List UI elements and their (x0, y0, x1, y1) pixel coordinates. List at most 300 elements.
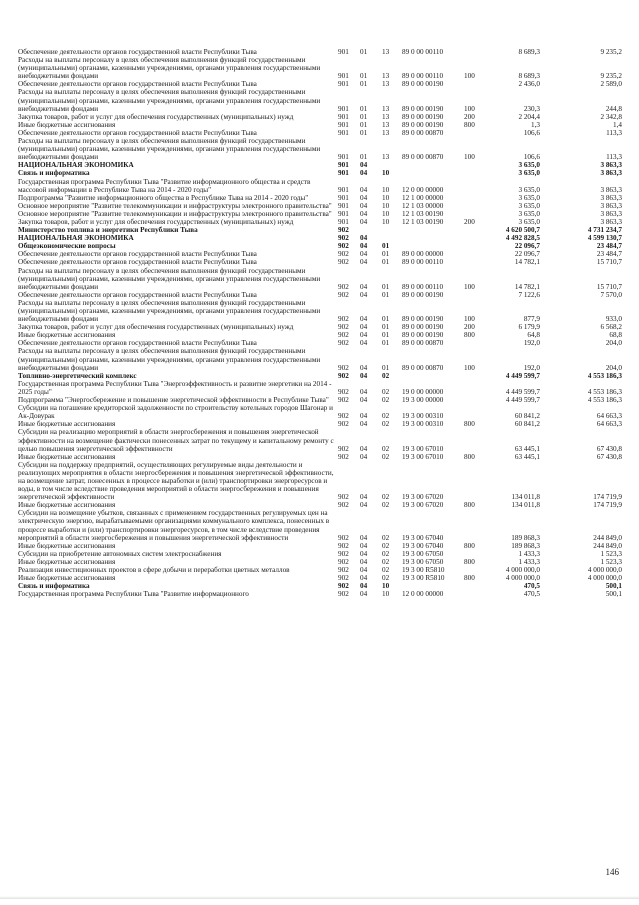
row-pr-cell: 02 (382, 387, 390, 396)
row-year2-amount-cell: 4 000 000,0 (587, 574, 622, 583)
table-row (18, 428, 624, 452)
row-name-cell: Топливно-энергетический комплекс (18, 371, 137, 380)
row-vr-cell: 800 (464, 574, 475, 583)
row-grbs-cell: 901 (338, 153, 349, 162)
row-pr-cell: 02 (382, 493, 390, 502)
row-name-cell: Расходы на выплаты персоналу в целях обеспечения выполнения функций государственными (муниципальными) органами, казенными учреждениями, органами управления государственными внебюджетными фондами (18, 347, 321, 372)
table-row (18, 129, 624, 137)
row-year1-amount-cell: 3 635,0 (518, 201, 540, 210)
row-year1-amount-cell: 60 841,2 (514, 412, 540, 421)
row-year1-amount-cell: 2 436,0 (518, 80, 540, 89)
row-year1-amount-cell: 470,5 (523, 590, 540, 599)
row-pr-cell: 02 (382, 412, 390, 421)
row-year2-amount-cell: 244 849,0 (593, 533, 622, 542)
row-rz-cell: 04 (360, 412, 368, 421)
table-row (18, 420, 624, 428)
table-row (18, 137, 624, 161)
row-vr-cell: 100 (464, 153, 475, 162)
row-name-cell: Обеспечение деятельности органов государственной власти Республики Тыва (18, 80, 257, 89)
table-row (18, 267, 624, 291)
table-row (18, 178, 624, 194)
page-number: 146 (605, 867, 619, 877)
row-year1-amount-cell: 4 000 000,0 (505, 574, 540, 583)
row-pr-cell: 10 (382, 582, 390, 591)
row-year2-amount-cell: 64 663,3 (596, 420, 622, 429)
row-pr-cell: 13 (382, 120, 390, 129)
row-grbs-cell: 901 (338, 209, 349, 218)
row-pr-cell: 13 (382, 48, 390, 56)
row-rz-cell: 04 (360, 493, 368, 502)
row-name-cell: Иные бюджетные ассигнования (18, 120, 116, 129)
row-pr-cell: 10 (382, 209, 390, 218)
row-year2-amount-cell: 4 599 130,7 (587, 234, 622, 243)
row-pr-cell: 10 (382, 193, 390, 202)
row-name-cell: Закупка товаров, работ и услуг для обеспечения государственных (муниципальных) нужд (18, 323, 294, 332)
row-cs-cell: 89 0 00 00870 (402, 153, 444, 162)
row-grbs-cell: 902 (338, 444, 349, 453)
row-pr-cell: 02 (382, 396, 390, 405)
row-cs-cell: 19 3 00 67040 (402, 533, 444, 542)
row-year1-amount-cell: 192,0 (523, 339, 540, 348)
row-year2-amount-cell: 9 235,2 (600, 48, 622, 56)
row-pr-cell: 01 (382, 363, 390, 372)
row-grbs-cell: 901 (338, 193, 349, 202)
row-vr-cell (464, 202, 484, 210)
row-year2-amount-cell: 113,3 (606, 128, 622, 137)
row-vr-cell (464, 226, 484, 234)
table-row (18, 380, 624, 396)
row-cs-cell (402, 372, 464, 380)
row-rz-cell: 04 (360, 339, 368, 348)
row-pr-cell: 10 (382, 169, 390, 178)
row-year2-amount-cell: 4 553 186,3 (587, 371, 622, 380)
row-cs-cell: 89 0 00 00190 (402, 331, 444, 340)
row-cs-cell: 89 0 00 00870 (402, 363, 444, 372)
row-name-cell: Иные бюджетные ассигнования (18, 331, 116, 340)
row-year2-amount-cell: 67 430,8 (596, 452, 622, 461)
row-year2-amount-cell: 3 863,3 (600, 201, 622, 210)
table-row (18, 234, 624, 242)
row-vr-cell: 100 (464, 72, 475, 81)
row-cs-cell: 19 3 00 00310 (402, 412, 444, 421)
row-vr-cell (464, 48, 484, 56)
row-rz-cell: 04 (360, 315, 368, 324)
row-vr-cell (464, 590, 484, 598)
row-cs-cell: 89 0 00 00110 (402, 48, 444, 56)
row-grbs-cell: 902 (338, 242, 349, 251)
row-grbs-cell: 902 (338, 282, 349, 291)
budget-document-page (18, 48, 624, 598)
table-row (18, 566, 624, 574)
row-pr-cell: 01 (382, 250, 390, 259)
row-name-cell: Обеспечение деятельности органов государственной власти Республики Тыва (18, 128, 257, 137)
row-vr-cell (464, 566, 484, 574)
row-name-cell: Иные бюджетные ассигнования (18, 541, 116, 550)
row-year1-amount-cell: 192,0 (523, 363, 540, 372)
row-vr-cell: 100 (464, 363, 475, 372)
row-vr-cell (464, 129, 484, 137)
row-name-cell: Государственная программа Республики Тыва "Развитие информационного общества и средств массовой информации в Республике Тыва на 2014 - 2020 годы" (18, 177, 311, 194)
row-year2-amount-cell: 3 863,3 (600, 161, 622, 170)
table-row (18, 194, 624, 202)
row-vr-cell (464, 582, 484, 590)
row-year1-amount-cell: 1 433,3 (518, 557, 540, 566)
row-rz-cell: 04 (360, 501, 368, 510)
row-name-cell: Расходы на выплаты персоналу в целях обеспечения выполнения функций государственными (муниципальными) органами, казенными учреждениями, органами управления государственными внебюджетными фондами (18, 88, 321, 113)
row-year2-amount-cell: 23 484,7 (596, 242, 622, 251)
row-rz-cell: 01 (360, 153, 368, 162)
row-year1-amount-cell: 3 635,0 (518, 193, 540, 202)
row-grbs-cell: 902 (338, 566, 349, 574)
row-year1-amount-cell: 63 445,1 (514, 444, 540, 453)
row-pr-cell: 13 (382, 104, 390, 113)
row-cs-cell: 19 3 00 00310 (402, 420, 444, 429)
row-cs-cell: 19 3 00 67050 (402, 557, 444, 566)
row-grbs-cell: 902 (338, 387, 349, 396)
row-vr-cell: 800 (464, 557, 475, 566)
row-pr-cell: 13 (382, 153, 390, 162)
row-rz-cell: 04 (360, 323, 368, 332)
row-cs-cell: 89 0 00 00110 (402, 282, 444, 291)
row-grbs-cell: 902 (338, 323, 349, 332)
row-year1-amount-cell: 4 449 599,7 (505, 396, 540, 405)
row-year2-amount-cell: 933,0 (605, 315, 622, 324)
row-year1-amount-cell: 3 635,0 (518, 217, 540, 226)
row-rz-cell: 04 (360, 557, 368, 566)
row-grbs-cell: 901 (338, 169, 349, 178)
row-rz-cell: 01 (360, 120, 368, 129)
row-grbs-cell: 901 (338, 72, 349, 81)
table-row (18, 509, 624, 541)
row-year1-amount-cell: 3 635,0 (518, 209, 540, 218)
row-vr-cell (464, 380, 484, 396)
row-pr-cell: 13 (382, 80, 390, 89)
row-year2-amount-cell: 15 710,7 (596, 258, 622, 267)
row-year1-amount-cell: 4 449 599,7 (505, 371, 540, 380)
row-name-cell: Обеспечение деятельности органов государственной власти Республики Тыва (18, 258, 257, 267)
row-pr-cell: 10 (382, 590, 390, 599)
row-cs-cell: 89 0 00 00190 (402, 80, 444, 89)
row-cs-cell (402, 582, 464, 590)
row-year2-amount-cell: 7 570,0 (600, 290, 622, 299)
row-name-cell: Закупка товаров, работ и услуг для обеспечения государственных (муниципальных) нужд (18, 217, 294, 226)
row-year2-amount-cell: 174 719,9 (593, 493, 622, 502)
row-year2-amount-cell: 2 589,0 (600, 80, 622, 89)
row-grbs-cell: 902 (338, 557, 349, 566)
row-vr-cell (464, 210, 484, 218)
row-rz-cell: 04 (360, 193, 368, 202)
row-pr-cell: 02 (382, 501, 390, 510)
row-name-cell: Субсидии на возмещение убытков, связанных с применением государственных регулируемых цен на электрическую энергию, вырабатываемыми организациями коммунального комплекса, понесенных в процессе выработки и (или) транспортировки энергоресурсов, в том числе вследствие проведения мероприятий в области энергосбережения и повышения энергетической эффективности (18, 509, 330, 542)
row-year1-amount-cell: 22 096,7 (514, 242, 540, 251)
row-cs-cell: 89 0 00 00190 (402, 120, 444, 129)
row-year2-amount-cell: 2 342,8 (600, 112, 622, 121)
row-year2-amount-cell: 4 553 186,3 (587, 387, 622, 396)
row-cs-cell: 19 3 00 67020 (402, 501, 444, 510)
row-rz-cell: 04 (360, 533, 368, 542)
row-vr-cell: 800 (464, 501, 475, 510)
table-row (18, 299, 624, 323)
row-rz-cell: 04 (360, 242, 368, 251)
table-body (18, 48, 624, 598)
row-year1-amount-cell: 106,6 (523, 128, 540, 137)
table-row (18, 113, 624, 121)
row-cs-cell: 19 3 00 00000 (402, 396, 444, 405)
row-grbs-cell: 902 (338, 339, 349, 348)
row-cs-cell (402, 234, 464, 242)
row-rz-cell: 04 (360, 217, 368, 226)
row-vr-cell: 100 (464, 315, 475, 324)
row-year2-amount-cell: 204,0 (605, 363, 622, 372)
row-vr-cell (464, 194, 484, 202)
row-rz-cell: 01 (360, 104, 368, 113)
table-row (18, 501, 624, 509)
table-row (18, 372, 624, 380)
row-name-cell: Основное мероприятие "Развитие телекоммуникации и инфраструктуры электронного правительства" (18, 209, 332, 218)
table-row (18, 169, 624, 177)
table-row (18, 339, 624, 347)
row-rz-cell: 04 (360, 444, 368, 453)
row-cs-cell: 89 0 00 00190 (402, 323, 444, 332)
row-rz-cell: 04 (360, 250, 368, 259)
row-year1-amount-cell: 4 449 599,7 (505, 387, 540, 396)
row-rz-cell: 04 (360, 331, 368, 340)
row-vr-cell (464, 509, 484, 541)
row-year2-amount-cell: 4 000 000,0 (587, 566, 622, 574)
row-year2-amount-cell: 500,1 (605, 590, 622, 599)
row-rz-cell: 04 (360, 161, 368, 170)
table-row (18, 202, 624, 210)
row-vr-cell (464, 250, 484, 258)
table-row (18, 461, 624, 501)
row-year1-amount-cell: 134 011,8 (511, 501, 540, 510)
table-row (18, 242, 624, 250)
row-year1-amount-cell: 470,5 (523, 582, 540, 591)
row-vr-cell: 800 (464, 331, 475, 340)
row-year2-amount-cell: 244,8 (605, 104, 622, 113)
row-vr-cell (464, 258, 484, 266)
row-pr-cell: 01 (382, 339, 390, 348)
row-rz-cell: 04 (360, 363, 368, 372)
row-rz-cell: 04 (360, 387, 368, 396)
row-year1-amount-cell: 1 433,3 (518, 549, 540, 558)
row-year1-amount-cell: 60 841,2 (514, 420, 540, 429)
table-row (18, 121, 624, 129)
row-name-cell: Расходы на выплаты персоналу в целях обеспечения выполнения функций государственными (муниципальными) органами, казенными учреждениями, органами управления государственными внебюджетными фондами (18, 298, 321, 324)
row-vr-cell (464, 550, 484, 558)
row-rz-cell: 01 (360, 72, 368, 81)
row-grbs-cell: 902 (338, 371, 349, 380)
row-cs-cell: 89 0 00 00190 (402, 104, 444, 113)
row-vr-cell (464, 234, 484, 242)
row-year1-amount-cell: 3 635,0 (518, 185, 540, 194)
row-pr-cell (382, 226, 402, 234)
table-row (18, 590, 624, 598)
table-row (18, 331, 624, 339)
row-year2-amount-cell: 1 523,3 (600, 557, 622, 566)
row-grbs-cell: 902 (338, 533, 349, 542)
row-year2-amount-cell: 3 863,3 (600, 185, 622, 194)
row-name-cell: НАЦИОНАЛЬНАЯ ЭКОНОМИКА (18, 161, 134, 170)
row-grbs-cell: 902 (338, 549, 349, 558)
row-grbs-cell: 902 (338, 396, 349, 405)
row-pr-cell: 01 (382, 242, 390, 251)
row-year2-amount-cell: 3 863,3 (600, 209, 622, 218)
row-vr-cell: 800 (464, 541, 475, 550)
row-rz-cell: 04 (360, 452, 368, 461)
row-grbs-cell: 902 (338, 493, 349, 502)
row-pr-cell: 02 (382, 533, 390, 542)
row-rz-cell: 01 (360, 112, 368, 121)
row-name-cell: Расходы на выплаты персоналу в целях обеспечения выполнения функций государственными (муниципальными) органами, казенными учреждениями, органами управления государственными внебюджетными фондами (18, 56, 321, 81)
row-year2-amount-cell: 23 484,7 (596, 250, 622, 259)
row-year1-amount-cell: 230,3 (523, 104, 540, 113)
row-vr-cell (464, 80, 484, 88)
row-name-cell: Субсидии на приобретение автономных систем электроснабжения (18, 549, 222, 558)
row-year2-amount-cell: 244 849,0 (593, 541, 622, 550)
row-year2-amount-cell: 1 523,3 (600, 549, 622, 558)
table-row (18, 218, 624, 226)
row-rz-cell: 04 (360, 541, 368, 550)
row-pr-cell: 01 (382, 331, 390, 340)
row-grbs-cell: 902 (338, 590, 349, 599)
row-year1-amount-cell: 3 635,0 (518, 161, 540, 170)
row-year2-amount-cell: 3 863,3 (600, 217, 622, 226)
row-grbs-cell: 901 (338, 112, 349, 121)
row-cs-cell: 89 0 00 00190 (402, 290, 444, 299)
row-year1-amount-cell: 4 000 000,0 (505, 566, 540, 574)
row-grbs-cell: 902 (338, 234, 349, 243)
scan-bottom-edge (0, 896, 639, 899)
row-name-cell: Расходы на выплаты персоналу в целях обеспечения выполнения функций государственными (муниципальными) органами, казенными учреждениями, органами управления государственными внебюджетными фондами (18, 266, 321, 291)
row-pr-cell: 10 (382, 217, 390, 226)
row-name-cell: Расходы на выплаты персоналу в целях обеспечения выполнения функций государственными (муниципальными) органами, казенными учреждениями, органами управления государственными внебюджетными фондами (18, 137, 321, 162)
row-year2-amount-cell: 9 235,2 (600, 72, 622, 81)
row-vr-cell: 100 (464, 282, 475, 291)
row-vr-cell (464, 242, 484, 250)
row-year2-amount-cell: 64 663,3 (596, 412, 622, 421)
row-cs-cell: 19 3 00 R5810 (402, 566, 445, 574)
row-name-cell: Реализация инвестиционных проектов в сфере добычи и переработки цветных металлов (18, 566, 290, 574)
row-cs-cell: 12 1 00 00000 (402, 193, 444, 202)
row-cs-cell: 12 1 03 00190 (402, 209, 444, 218)
row-name-cell: Субсидии на поддержку предприятий, осуществляющих регулируемые виды деятельности и реализующих мероприятия в области энергосбережения и повышения энергетической эффективности, на возмещение затрат, понесенных в процессе выработки и (или) транспортировки энергоресурсов и воды, в том числе вследствие проведения мероприятий в области энергосбережения и повышения энергетической эффективности (18, 460, 334, 502)
row-grbs-cell: 901 (338, 120, 349, 129)
row-grbs-cell: 902 (338, 258, 349, 267)
row-name-cell: Подпрограмма "Энергосбережение и повышение энергетической эффективности в Республике Тыва" (18, 396, 329, 405)
row-year1-amount-cell: 189 868,3 (511, 533, 540, 542)
row-vr-cell: 800 (464, 452, 475, 461)
row-vr-cell: 800 (464, 120, 475, 129)
row-grbs-cell: 902 (338, 412, 349, 421)
row-year1-amount-cell: 106,6 (523, 153, 540, 162)
row-rz-cell: 04 (360, 234, 368, 243)
row-cs-cell: 12 0 00 00000 (402, 185, 444, 194)
row-rz-cell: 04 (360, 396, 368, 405)
table-row (18, 550, 624, 558)
row-grbs-cell: 902 (338, 582, 349, 591)
row-rz-cell: 04 (360, 566, 368, 574)
row-name-cell: Субсидии на реализацию мероприятий в области энергосбережения и повышения энергетической эффективности на возмещение фактически понесенных затрат по текущему и капитальному ремонту с целью повышения энергетической эффективности (18, 428, 334, 453)
row-year1-amount-cell: 63 445,1 (514, 452, 540, 461)
row-vr-cell (464, 404, 484, 420)
row-name-cell: Обеспечение деятельности органов государственной власти Республики Тыва (18, 250, 257, 259)
row-grbs-cell: 902 (338, 420, 349, 429)
table-row (18, 453, 624, 461)
row-pr-cell: 01 (382, 282, 390, 291)
row-year2-amount-cell: 500,1 (605, 582, 622, 591)
row-pr-cell: 10 (382, 201, 390, 210)
row-grbs-cell: 902 (338, 331, 349, 340)
row-grbs-cell: 902 (338, 250, 349, 259)
row-name-cell: Иные бюджетные ассигнования (18, 557, 116, 566)
row-year2-amount-cell: 4 553 186,3 (587, 396, 622, 405)
row-grbs-cell: 902 (338, 541, 349, 550)
row-name-cell: Обеспечение деятельности органов государственной власти Республики Тыва (18, 48, 257, 56)
row-year1-amount-cell: 3 635,0 (518, 169, 540, 178)
row-vr-cell (464, 178, 484, 194)
row-grbs-cell: 901 (338, 185, 349, 194)
row-rz-cell: 04 (360, 420, 368, 429)
row-vr-cell: 200 (464, 217, 475, 226)
row-name-cell: Государственная программа Республики Тыва "Развитие информационного (18, 590, 249, 599)
row-year1-amount-cell: 22 096,7 (514, 250, 540, 259)
row-grbs-cell: 902 (338, 363, 349, 372)
row-year2-amount-cell: 174 719,9 (593, 501, 622, 510)
row-pr-cell: 13 (382, 128, 390, 137)
row-vr-cell: 100 (464, 104, 475, 113)
row-cs-cell: 19 0 00 00000 (402, 387, 444, 396)
row-rz-cell: 04 (360, 209, 368, 218)
row-vr-cell (464, 161, 484, 169)
row-pr-cell: 02 (382, 566, 390, 574)
row-rz-cell: 04 (360, 201, 368, 210)
row-year2-amount-cell: 4 731 234,7 (587, 226, 622, 235)
row-year1-amount-cell: 4 620 500,7 (505, 226, 540, 235)
row-cs-cell (402, 226, 464, 234)
row-cs-cell: 89 0 00 00870 (402, 339, 444, 348)
row-vr-cell (464, 428, 484, 452)
row-year1-amount-cell: 6 179,9 (518, 323, 540, 332)
table-row (18, 574, 624, 582)
row-cs-cell (402, 242, 464, 250)
row-name-cell: Закупка товаров, работ и услуг для обеспечения государственных (муниципальных) нужд (18, 112, 294, 121)
row-pr-cell (382, 161, 402, 169)
row-pr-cell: 02 (382, 549, 390, 558)
row-pr-cell: 01 (382, 323, 390, 332)
row-rz-cell: 01 (360, 48, 368, 56)
row-grbs-cell: 901 (338, 217, 349, 226)
row-rz-cell: 04 (360, 185, 368, 194)
row-vr-cell (464, 461, 484, 501)
row-year1-amount-cell: 8 689,3 (518, 72, 540, 81)
row-year1-amount-cell: 4 492 828,5 (505, 234, 540, 243)
row-grbs-cell: 902 (338, 226, 349, 235)
row-pr-cell: 02 (382, 541, 390, 550)
row-year2-amount-cell: 204,0 (605, 339, 622, 348)
row-name-cell: Подпрограмма "Развитие информационного общества в Республике Тыва на 2014 - 2020 годы" (18, 193, 309, 202)
row-rz-cell: 04 (360, 169, 368, 178)
row-cs-cell: 89 0 00 00000 (402, 250, 444, 259)
table-row (18, 88, 624, 112)
row-vr-cell (464, 291, 484, 299)
table-row (18, 80, 624, 88)
row-rz-cell: 04 (360, 549, 368, 558)
row-name-cell: Основное мероприятие "Развитие телекоммуникации и инфраструктуры электронного правительства" (18, 201, 332, 210)
row-cs-cell: 19 3 00 67040 (402, 541, 444, 550)
row-name-cell: Государственная программа Республики Тыва "Энергоэффективность и развитие энергетики на 2014 - 2025 годы" (18, 379, 332, 396)
table-row (18, 347, 624, 371)
